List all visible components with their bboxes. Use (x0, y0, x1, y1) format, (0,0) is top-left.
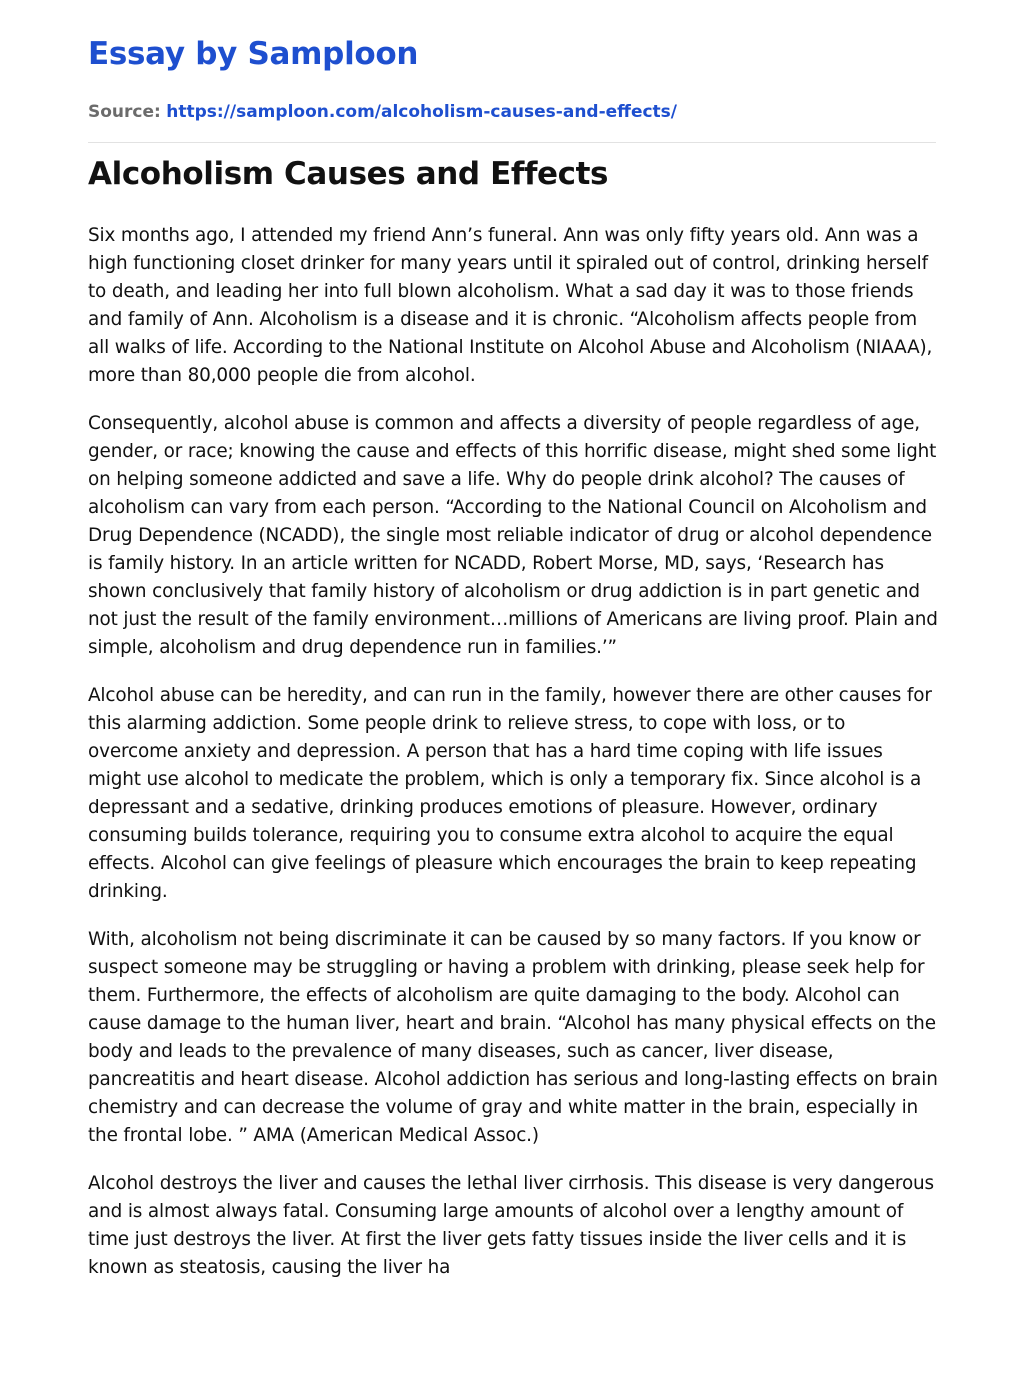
source-line (88, 102, 677, 122)
brand-title: Essay by Samploon (88, 36, 419, 72)
source-label: Source: (88, 102, 161, 122)
article-title: Alcoholism Causes and Effects (88, 156, 609, 192)
article-paragraph-5: Alcohol destroys the liver and causes the lethal liver cirrhosis. This disease is very dangerous and is almost always fatal. Consuming large amounts of alcohol over a lengthy amount of time just destroys the liver. At first the liver gets fatty tissues inside the liver cells and it is known as steatosis, causing the liver ha (88, 1173, 934, 1278)
article-body (88, 222, 940, 1302)
header-divider (88, 142, 936, 143)
article-paragraph-4: With, alcoholism not being discriminate it can be caused by so many factors. If you know or suspect someone may be struggling or having a problem with drinking, please seek help for them. Furthermore, the effects of alcoholism are quite damaging to the body. Alcohol can cause damage to the human liver, heart and brain. “Alcohol has many physical effects on the body and leads to the prevalence of many diseases, such as cancer, liver disease, pancreatitis and heart disease. Alcohol addiction has serious and long-lasting effects on brain chemistry and can decrease the volume of gray and white matter in the brain, especially in the frontal lobe. ” AMA (American Medical Assoc.) (88, 929, 938, 1146)
article-paragraph-3: Alcohol abuse can be heredity, and can run in the family, however there are other causes for this alarming addiction. Some people drink to relieve stress, to cope with loss, or to overcome anxiety and depression. A person that has a hard time coping with life issues might use alcohol to medicate the problem, which is only a temporary fix. Since alcohol is a depressant and a sedative, drinking produces emotions of pleasure. However, ordinary consuming builds tolerance, requiring you to consume extra alcohol to acquire the equal effects. Alcohol can give feelings of pleasure which encourages the brain to keep repeating drinking. (88, 685, 932, 902)
source-link[interactable]: https://samploon.com/alcoholism-causes-and-effects/ (166, 102, 678, 122)
article-paragraph-1: Six months ago, I attended my friend Ann’s funeral. Ann was only fifty years old. Ann was a high functioning closet drinker for many years until it spiraled out of control, drinking herself to death, and leading her into full blown alcoholism. What a sad day it was to those friends and family of Ann. Alcoholism is a disease and it is chronic. “Alcoholism affects people from all walks of life. According to the National Institute on Alcohol Abuse and Alcoholism (NIAAA), more than 80,000 people die from alcohol. (88, 225, 933, 386)
article-paragraph-2: Consequently, alcohol abuse is common and affects a diversity of people regardless of age, gender, or race; knowing the cause and effects of this horrific disease, might shed some light on helping someone addicted and save a life. Why do people drink alcohol? The causes of alcoholism can vary from each person. “According to the National Council on Alcoholism and Drug Dependence (NCADD), the single most reliable indicator of drug or alcohol dependence is family history. In an article written for NCADD, Robert Morse, MD, says, ‘Research has shown conclusively that family history of alcoholism or drug addiction is in part genetic and not just the result of the family environment…millions of Americans are living proof. Plain and simple, alcoholism and drug dependence run in families.’” (88, 413, 938, 658)
